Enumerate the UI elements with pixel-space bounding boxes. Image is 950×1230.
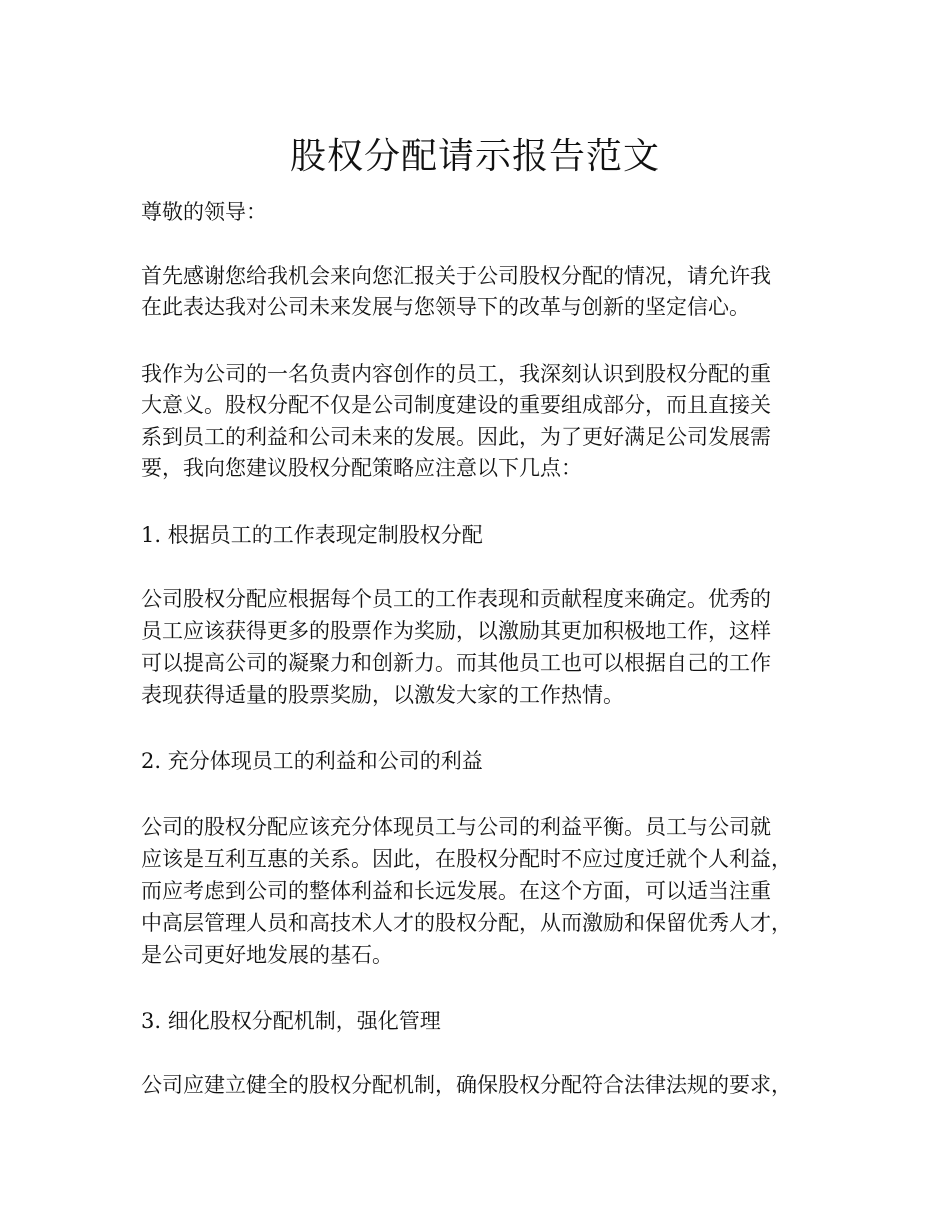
point1-body-line-4: 表现获得适量的股票奖励，以激发大家的工作热情。 [141, 683, 624, 707]
document-title: 股权分配请示报告范文 [289, 136, 660, 177]
point2-body-line-2: 应该是互利互惠的关系。因此，在股权分配时不应过度迁就个人利益， [141, 847, 792, 871]
point2-body-line-1: 公司的股权分配应该充分体现员工与公司的利益平衡。员工与公司就 [141, 815, 771, 839]
point2-body-line-4: 中高层管理人员和高技术人才的股权分配，从而激励和保留优秀人才， [141, 911, 792, 935]
point2-body-line-3: 而应考虑到公司的整体利益和长远发展。在这个方面，可以适当注重 [141, 879, 771, 903]
point2-heading: 2. 充分体现员工的利益和公司的利益 [141, 749, 483, 773]
point3-heading: 3. 细化股权分配机制，强化管理 [141, 1009, 441, 1033]
intro-line-2: 在此表达我对公司未来发展与您领导下的改革与创新的坚定信心。 [141, 295, 750, 319]
point2-body-line-5: 是公司更好地发展的基石。 [141, 943, 393, 967]
para1-line-2: 大意义。股权分配不仅是公司制度建设的重要组成部分，而且直接关 [141, 393, 771, 417]
point1-body-line-3: 可以提高公司的凝聚力和创新力。而其他员工也可以根据自己的工作 [141, 651, 771, 675]
point1-heading: 1. 根据员工的工作表现定制股权分配 [141, 523, 483, 547]
salutation: 尊敬的领导： [141, 200, 267, 224]
point1-body-line-1: 公司股权分配应根据每个员工的工作表现和贡献程度来确定。优秀的 [141, 587, 771, 611]
point1-body-line-2: 员工应该获得更多的股票作为奖励，以激励其更加积极地工作，这样 [141, 619, 771, 643]
para1-line-4: 要，我向您建议股权分配策略应注意以下几点： [141, 456, 582, 480]
para1-line-1: 我作为公司的一名负责内容创作的员工，我深刻认识到股权分配的重 [141, 362, 771, 386]
intro-line-1: 首先感谢您给我机会来向您汇报关于公司股权分配的情况，请允许我 [141, 264, 771, 288]
para1-line-3: 系到员工的利益和公司未来的发展。因此，为了更好满足公司发展需 [141, 425, 771, 449]
point3-body-line-1: 公司应建立健全的股权分配机制，确保股权分配符合法律法规的要求， [141, 1073, 792, 1097]
